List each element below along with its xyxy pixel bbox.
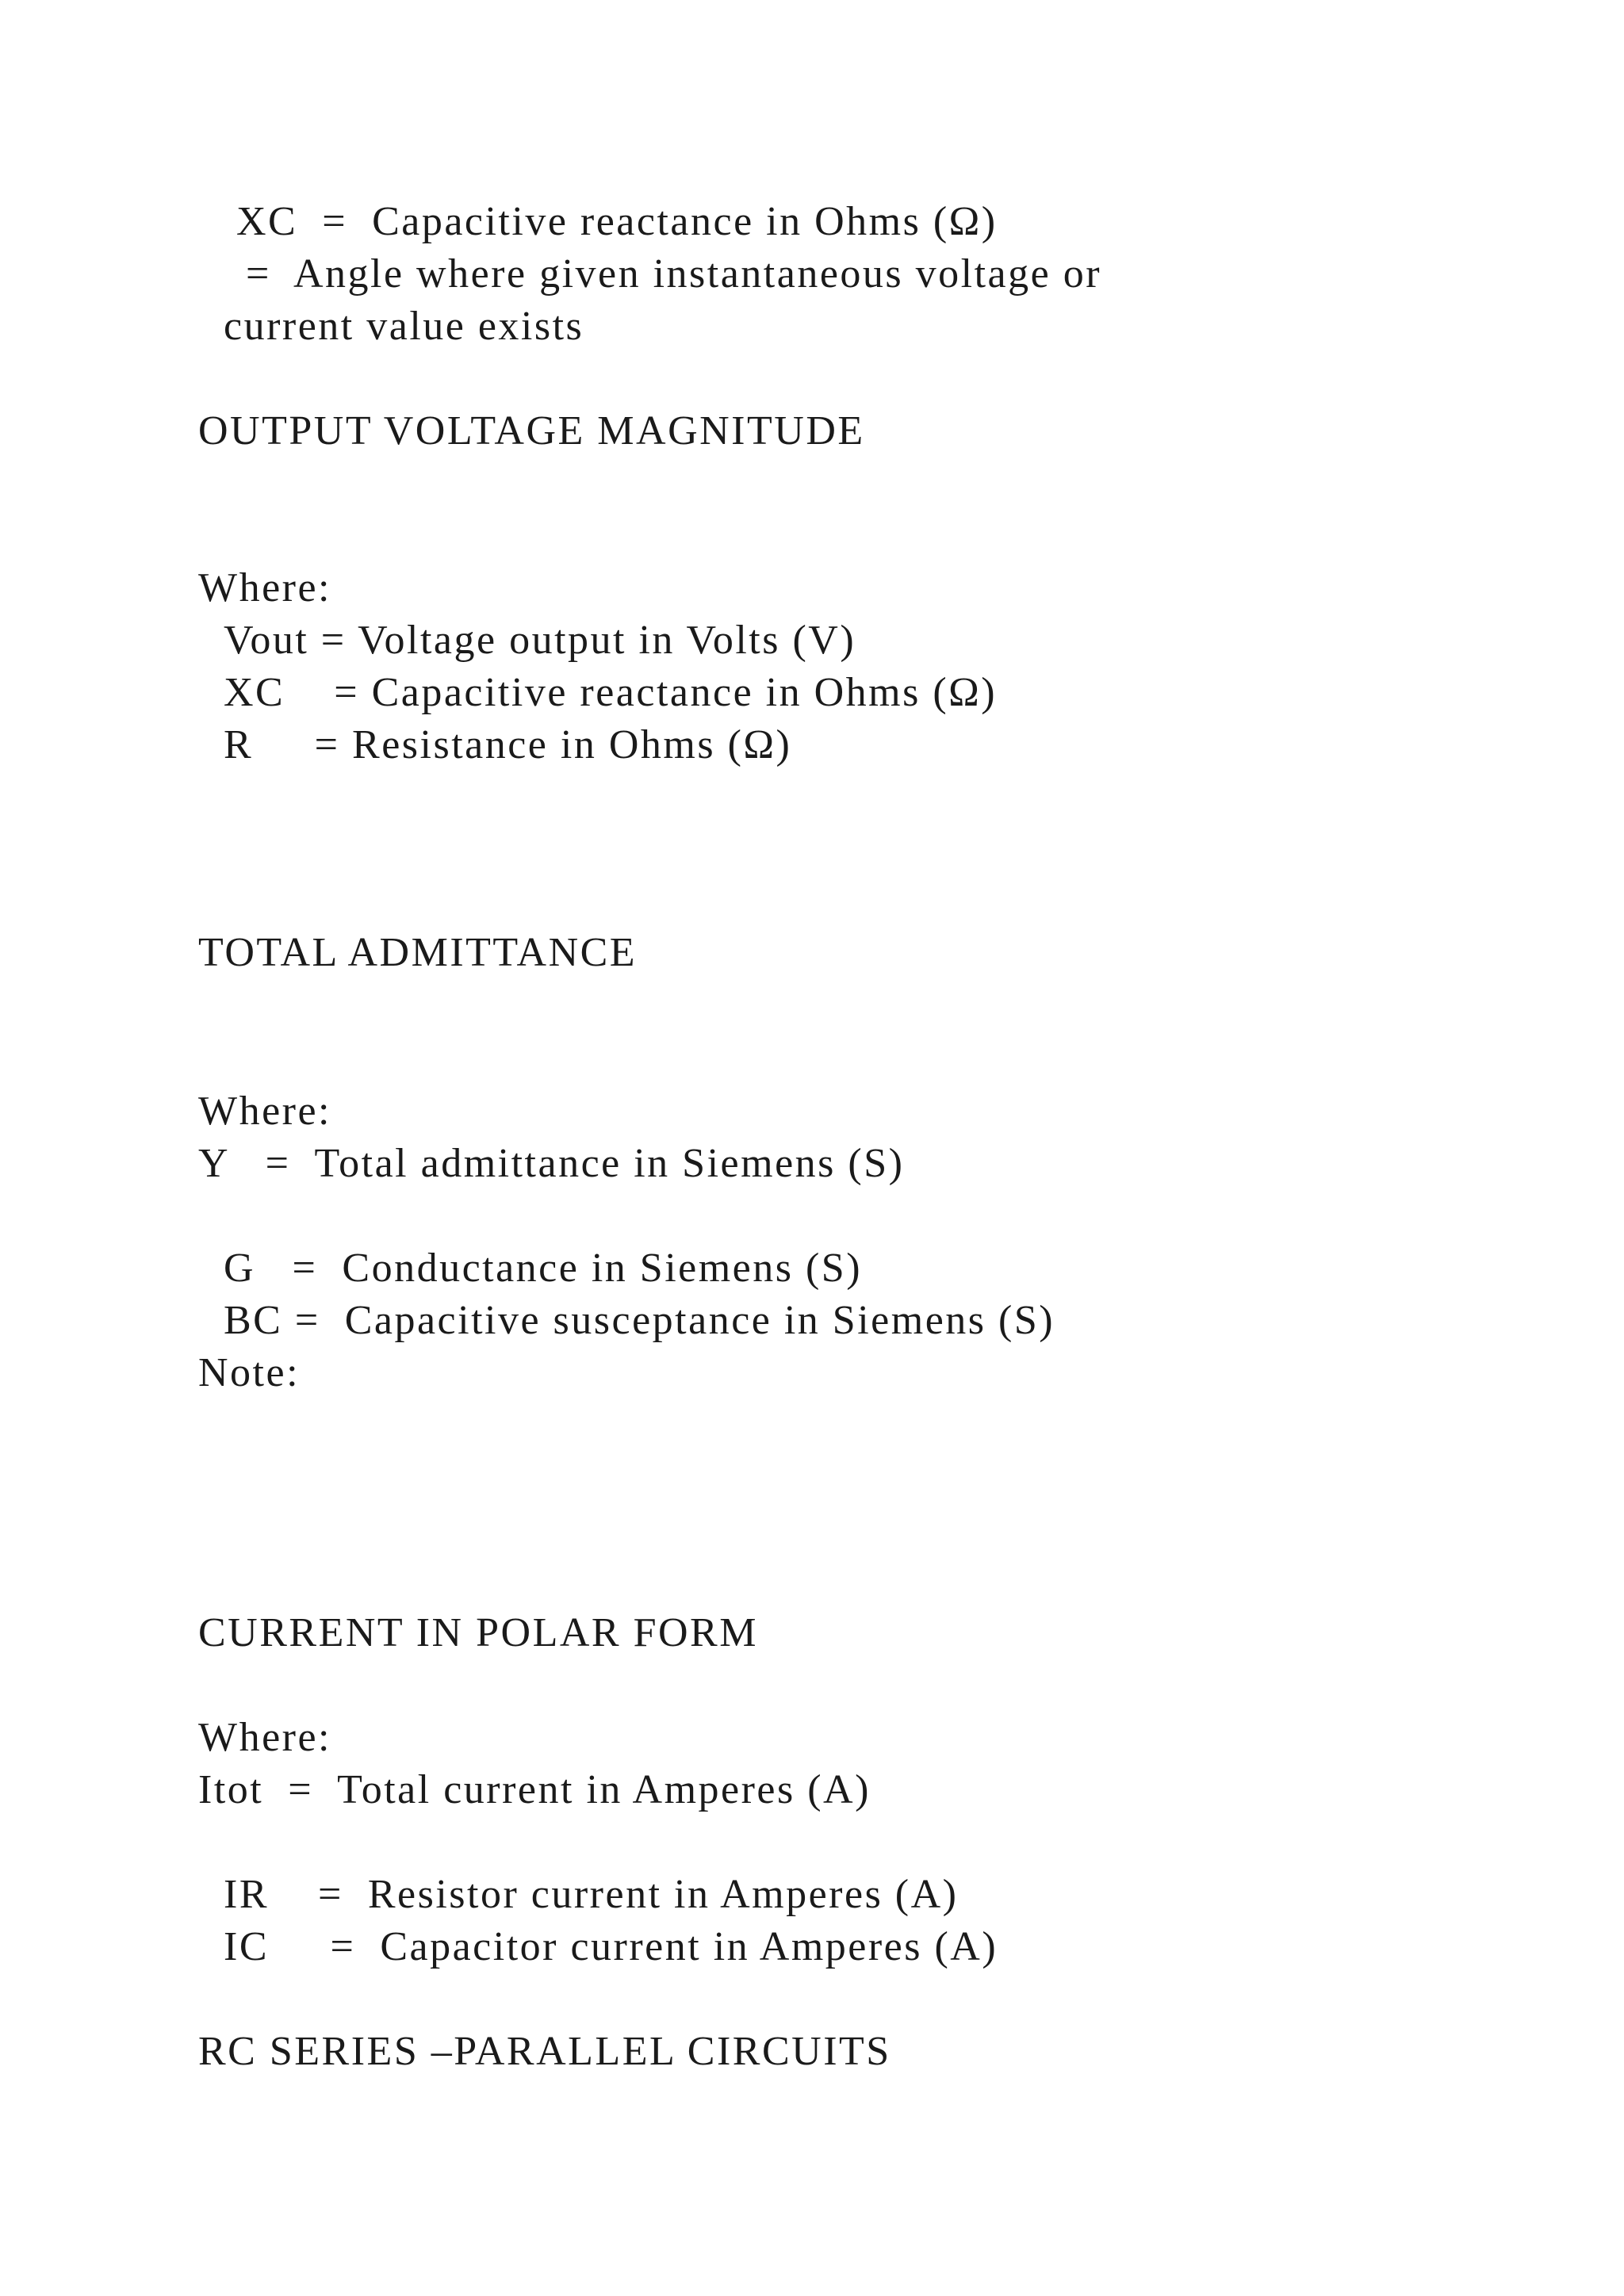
rc-series-parallel-heading: RC SERIES –PARALLEL CIRCUITS bbox=[198, 2029, 891, 2074]
itot-definition: Itot = Total current in Amperes (A) bbox=[198, 1767, 871, 1812]
total-admittance-heading: TOTAL ADMITTANCE bbox=[198, 930, 638, 975]
g-definition: G = Conductance in Siemens (S) bbox=[224, 1246, 863, 1291]
ic-definition: IC = Capacitor current in Amperes (A) bbox=[224, 1924, 998, 1969]
angle-definition-continued: current value exists bbox=[224, 304, 584, 349]
current-polar-heading: CURRENT IN POLAR FORM bbox=[198, 1610, 758, 1655]
output-voltage-heading: OUTPUT VOLTAGE MAGNITUDE bbox=[198, 408, 865, 453]
xc-definition-output: XC = Capacitive reactance in Ohms (Ω) bbox=[224, 670, 998, 715]
r-definition: R = Resistance in Ohms (Ω) bbox=[224, 722, 792, 767]
vout-definition: Vout = Voltage output in Volts (V) bbox=[224, 618, 856, 663]
xc-definition: XC = Capacitive reactance in Ohms (Ω) bbox=[236, 199, 998, 244]
ir-definition: IR = Resistor current in Amperes (A) bbox=[224, 1872, 959, 1917]
note-label: Note: bbox=[198, 1350, 301, 1395]
output-voltage-where-label: Where: bbox=[198, 565, 332, 610]
bc-definition: BC = Capacitive susceptance in Siemens (S) bbox=[224, 1298, 1055, 1343]
current-polar-where-label: Where: bbox=[198, 1715, 332, 1760]
total-admittance-where-label: Where: bbox=[198, 1089, 332, 1134]
y-definition: Y = Total admittance in Siemens (S) bbox=[198, 1141, 905, 1186]
angle-definition: = Angle where given instantaneous voltage or bbox=[246, 251, 1102, 297]
